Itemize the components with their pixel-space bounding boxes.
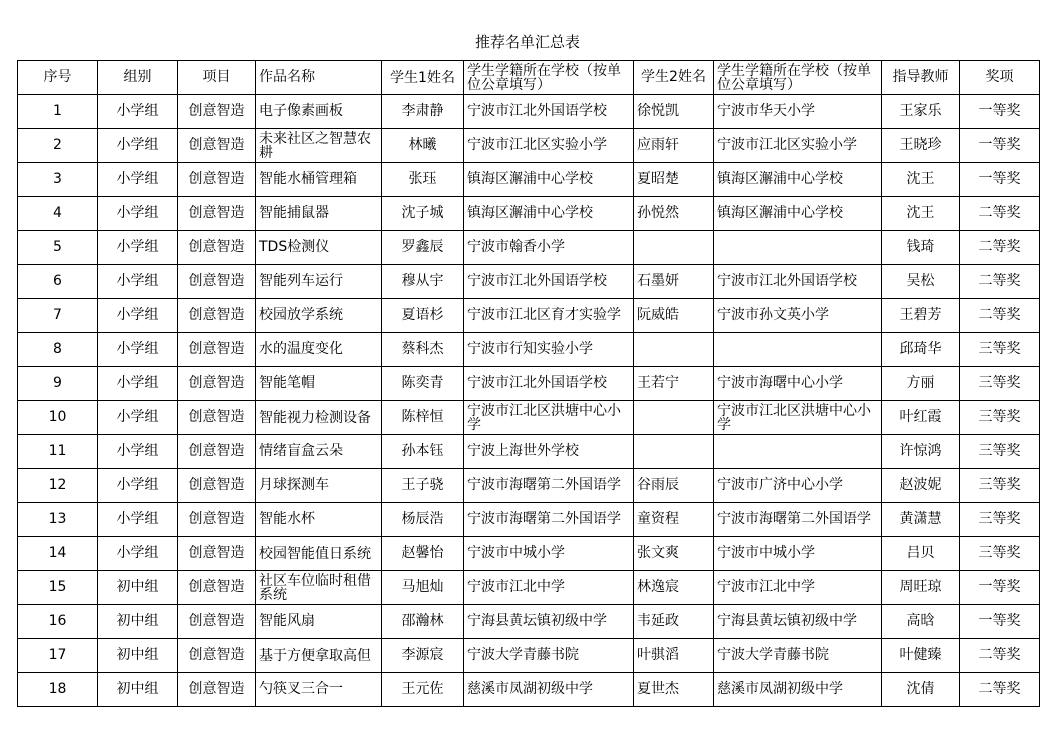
cell-teacher: 吴松	[882, 265, 960, 299]
cell-teacher: 沈倩	[882, 673, 960, 707]
cell-group: 小学组	[98, 503, 178, 537]
table-row	[18, 265, 1040, 299]
cell-index: 4	[18, 197, 98, 231]
cell-work-name: 智能水杯	[256, 503, 382, 537]
cell-student2	[634, 401, 714, 435]
cell-school2: 宁波市海曙中心小学	[714, 367, 882, 401]
cell-student1: 陈奕青	[382, 367, 464, 401]
header-award: 奖项	[960, 61, 1040, 95]
cell-student2: 叶骐滔	[634, 639, 714, 673]
table-row	[18, 163, 1040, 197]
cell-project: 创意智造	[178, 537, 256, 571]
cell-award: 三等奖	[960, 469, 1040, 503]
cell-index: 13	[18, 503, 98, 537]
cell-index: 17	[18, 639, 98, 673]
cell-school2: 宁海县黄坛镇初级中学	[714, 605, 882, 639]
cell-student2: 王若宁	[634, 367, 714, 401]
header-project: 项目	[178, 61, 256, 95]
cell-award: 三等奖	[960, 401, 1040, 435]
cell-project: 创意智造	[178, 639, 256, 673]
cell-work-name: 智能笔帽	[256, 367, 382, 401]
cell-student1: 邵瀚林	[382, 605, 464, 639]
cell-work-name: 基于方便拿取高但	[256, 639, 382, 673]
cell-student1: 穆从宇	[382, 265, 464, 299]
cell-teacher: 许惊鸿	[882, 435, 960, 469]
cell-school1: 宁波市海曙第二外国语学	[464, 469, 634, 503]
cell-project: 创意智造	[178, 367, 256, 401]
cell-group: 初中组	[98, 673, 178, 707]
cell-project: 创意智造	[178, 163, 256, 197]
cell-student2: 夏世杰	[634, 673, 714, 707]
cell-award: 二等奖	[960, 639, 1040, 673]
cell-school2: 慈溪市凤湖初级中学	[714, 673, 882, 707]
header-school1: 学生学籍所在学校（按单位公章填写）	[464, 61, 634, 95]
table-row	[18, 197, 1040, 231]
cell-award: 二等奖	[960, 299, 1040, 333]
cell-group: 初中组	[98, 605, 178, 639]
cell-group: 小学组	[98, 299, 178, 333]
table-row	[18, 673, 1040, 707]
cell-student1: 赵馨怡	[382, 537, 464, 571]
cell-group: 小学组	[98, 163, 178, 197]
cell-school1: 宁波上海世外学校	[464, 435, 634, 469]
cell-group: 小学组	[98, 367, 178, 401]
cell-project: 创意智造	[178, 469, 256, 503]
cell-school2: 镇海区澥浦中心学校	[714, 163, 882, 197]
table-row	[18, 333, 1040, 367]
cell-student2: 徐悦凯	[634, 95, 714, 129]
table-row	[18, 95, 1040, 129]
cell-project: 创意智造	[178, 401, 256, 435]
cell-project: 创意智造	[178, 503, 256, 537]
table-row	[18, 299, 1040, 333]
cell-school2: 宁波市中城小学	[714, 537, 882, 571]
cell-school1: 宁波市江北区洪塘中心小学	[464, 401, 634, 435]
cell-work-name: 校园放学系统	[256, 299, 382, 333]
page-title: 推荐名单汇总表	[474, 33, 580, 51]
cell-student2	[634, 333, 714, 367]
cell-school1: 镇海区澥浦中心学校	[464, 197, 634, 231]
cell-index: 10	[18, 401, 98, 435]
cell-teacher: 王晓珍	[882, 129, 960, 163]
cell-project: 创意智造	[178, 197, 256, 231]
cell-student2: 夏昭楚	[634, 163, 714, 197]
cell-teacher: 邱琦华	[882, 333, 960, 367]
cell-student2: 张文爽	[634, 537, 714, 571]
cell-index: 3	[18, 163, 98, 197]
cell-project: 创意智造	[178, 231, 256, 265]
table-row	[18, 571, 1040, 605]
cell-award: 一等奖	[960, 605, 1040, 639]
cell-student2: 童资程	[634, 503, 714, 537]
cell-work-name: TDS检测仪	[256, 231, 382, 265]
cell-award: 一等奖	[960, 95, 1040, 129]
cell-project: 创意智造	[178, 673, 256, 707]
cell-group: 小学组	[98, 231, 178, 265]
cell-student1: 陈梓恒	[382, 401, 464, 435]
cell-teacher: 叶红霞	[882, 401, 960, 435]
cell-award: 三等奖	[960, 333, 1040, 367]
header-student2: 学生2姓名	[634, 61, 714, 95]
cell-project: 创意智造	[178, 333, 256, 367]
cell-index: 14	[18, 537, 98, 571]
cell-student2: 林逸宸	[634, 571, 714, 605]
recommendation-table	[17, 60, 1040, 707]
cell-school1: 宁波市江北外国语学校	[464, 265, 634, 299]
cell-group: 小学组	[98, 537, 178, 571]
cell-school2	[714, 231, 882, 265]
cell-student2: 韦延政	[634, 605, 714, 639]
cell-student2: 石墨妍	[634, 265, 714, 299]
table-row	[18, 401, 1040, 435]
cell-teacher: 黄潇慧	[882, 503, 960, 537]
cell-index: 12	[18, 469, 98, 503]
cell-group: 初中组	[98, 571, 178, 605]
cell-student1: 马旭灿	[382, 571, 464, 605]
cell-work-name: 智能捕鼠器	[256, 197, 382, 231]
cell-group: 小学组	[98, 129, 178, 163]
cell-award: 三等奖	[960, 367, 1040, 401]
cell-teacher: 方丽	[882, 367, 960, 401]
header-work-name: 作品名称	[256, 61, 382, 95]
cell-award: 一等奖	[960, 571, 1040, 605]
cell-index: 8	[18, 333, 98, 367]
cell-work-name: 智能水桶管理箱	[256, 163, 382, 197]
cell-index: 18	[18, 673, 98, 707]
cell-work-name: 校园智能值日系统	[256, 537, 382, 571]
cell-index: 11	[18, 435, 98, 469]
cell-project: 创意智造	[178, 95, 256, 129]
cell-index: 5	[18, 231, 98, 265]
cell-award: 二等奖	[960, 197, 1040, 231]
cell-award: 三等奖	[960, 503, 1040, 537]
cell-work-name: 智能列车运行	[256, 265, 382, 299]
cell-school1: 宁波市江北中学	[464, 571, 634, 605]
cell-award: 一等奖	[960, 163, 1040, 197]
cell-index: 9	[18, 367, 98, 401]
table-row	[18, 537, 1040, 571]
cell-student1: 李肃静	[382, 95, 464, 129]
table-row	[18, 435, 1040, 469]
cell-teacher: 王家乐	[882, 95, 960, 129]
cell-group: 小学组	[98, 265, 178, 299]
cell-student2: 谷雨辰	[634, 469, 714, 503]
cell-school1: 宁波大学青藤书院	[464, 639, 634, 673]
table-row	[18, 367, 1040, 401]
cell-group: 小学组	[98, 95, 178, 129]
cell-teacher: 叶健臻	[882, 639, 960, 673]
cell-school1: 宁波市江北外国语学校	[464, 367, 634, 401]
cell-project: 创意智造	[178, 435, 256, 469]
cell-school2	[714, 435, 882, 469]
cell-school1: 宁波市江北区育才实验学	[464, 299, 634, 333]
header-row	[18, 61, 1040, 95]
cell-school2	[714, 333, 882, 367]
cell-school1: 宁海县黄坛镇初级中学	[464, 605, 634, 639]
cell-student1: 沈子城	[382, 197, 464, 231]
cell-index: 6	[18, 265, 98, 299]
cell-work-name: 月球探测车	[256, 469, 382, 503]
cell-teacher: 沈王	[882, 197, 960, 231]
cell-school2: 镇海区澥浦中心学校	[714, 197, 882, 231]
cell-award: 一等奖	[960, 129, 1040, 163]
cell-project: 创意智造	[178, 605, 256, 639]
cell-school2: 宁波市孙文英小学	[714, 299, 882, 333]
cell-school1: 宁波市翰香小学	[464, 231, 634, 265]
cell-student1: 林曦	[382, 129, 464, 163]
cell-student2	[634, 435, 714, 469]
header-index: 序号	[18, 61, 98, 95]
table-row	[18, 231, 1040, 265]
cell-teacher: 王碧芳	[882, 299, 960, 333]
cell-work-name: 智能风扇	[256, 605, 382, 639]
cell-student1: 张珏	[382, 163, 464, 197]
table-row	[18, 605, 1040, 639]
cell-group: 小学组	[98, 197, 178, 231]
cell-index: 1	[18, 95, 98, 129]
cell-student1: 蔡科杰	[382, 333, 464, 367]
cell-teacher: 吕贝	[882, 537, 960, 571]
cell-group: 小学组	[98, 435, 178, 469]
cell-teacher: 沈王	[882, 163, 960, 197]
header-school2: 学生学籍所在学校（按单位公章填写）	[714, 61, 882, 95]
cell-student1: 李源宸	[382, 639, 464, 673]
cell-group: 初中组	[98, 639, 178, 673]
header-group: 组别	[98, 61, 178, 95]
cell-student1: 夏语杉	[382, 299, 464, 333]
cell-work-name: 智能视力检测设备	[256, 401, 382, 435]
cell-work-name: 未来社区之智慧农耕	[256, 129, 382, 163]
cell-teacher: 钱琦	[882, 231, 960, 265]
cell-award: 二等奖	[960, 673, 1040, 707]
cell-index: 15	[18, 571, 98, 605]
table-row	[18, 639, 1040, 673]
cell-school2: 宁波市江北区实验小学	[714, 129, 882, 163]
cell-school2: 宁波市江北中学	[714, 571, 882, 605]
cell-school1: 宁波市海曙第二外国语学	[464, 503, 634, 537]
cell-student1: 王子骁	[382, 469, 464, 503]
cell-group: 小学组	[98, 469, 178, 503]
cell-work-name: 勺筷叉三合一	[256, 673, 382, 707]
cell-school2: 宁波市广济中心小学	[714, 469, 882, 503]
cell-school2: 宁波大学青藤书院	[714, 639, 882, 673]
cell-school2: 宁波市海曙第二外国语学	[714, 503, 882, 537]
header-teacher: 指导教师	[882, 61, 960, 95]
cell-school2: 宁波市江北外国语学校	[714, 265, 882, 299]
cell-school1: 宁波市江北外国语学校	[464, 95, 634, 129]
cell-student2: 应雨轩	[634, 129, 714, 163]
cell-index: 2	[18, 129, 98, 163]
table-row	[18, 469, 1040, 503]
cell-school1: 宁波市中城小学	[464, 537, 634, 571]
cell-work-name: 社区车位临时租借系统	[256, 571, 382, 605]
cell-school1: 镇海区澥浦中心学校	[464, 163, 634, 197]
cell-work-name: 情绪盲盒云朵	[256, 435, 382, 469]
cell-student1: 孙本钰	[382, 435, 464, 469]
cell-award: 二等奖	[960, 265, 1040, 299]
cell-award: 三等奖	[960, 537, 1040, 571]
cell-project: 创意智造	[178, 571, 256, 605]
cell-work-name: 水的温度变化	[256, 333, 382, 367]
cell-student1: 杨辰浩	[382, 503, 464, 537]
cell-school1: 宁波市行知实验小学	[464, 333, 634, 367]
cell-student1: 王元佐	[382, 673, 464, 707]
cell-award: 三等奖	[960, 435, 1040, 469]
cell-index: 7	[18, 299, 98, 333]
cell-teacher: 周旺琼	[882, 571, 960, 605]
header-student1: 学生1姓名	[382, 61, 464, 95]
cell-teacher: 高晗	[882, 605, 960, 639]
cell-student2	[634, 231, 714, 265]
cell-student1: 罗鑫辰	[382, 231, 464, 265]
cell-group: 小学组	[98, 333, 178, 367]
cell-school2: 宁波市华天小学	[714, 95, 882, 129]
cell-index: 16	[18, 605, 98, 639]
cell-school1: 慈溪市凤湖初级中学	[464, 673, 634, 707]
table-body	[18, 95, 1040, 707]
cell-group: 小学组	[98, 401, 178, 435]
cell-school1: 宁波市江北区实验小学	[464, 129, 634, 163]
cell-work-name: 电子像素画板	[256, 95, 382, 129]
cell-student2: 阮威皓	[634, 299, 714, 333]
cell-project: 创意智造	[178, 265, 256, 299]
cell-student2: 孙悦然	[634, 197, 714, 231]
table-row	[18, 503, 1040, 537]
table-row	[18, 129, 1040, 163]
cell-project: 创意智造	[178, 129, 256, 163]
cell-award: 二等奖	[960, 231, 1040, 265]
cell-school2: 宁波市江北区洪塘中心小学	[714, 401, 882, 435]
cell-teacher: 赵波妮	[882, 469, 960, 503]
cell-project: 创意智造	[178, 299, 256, 333]
